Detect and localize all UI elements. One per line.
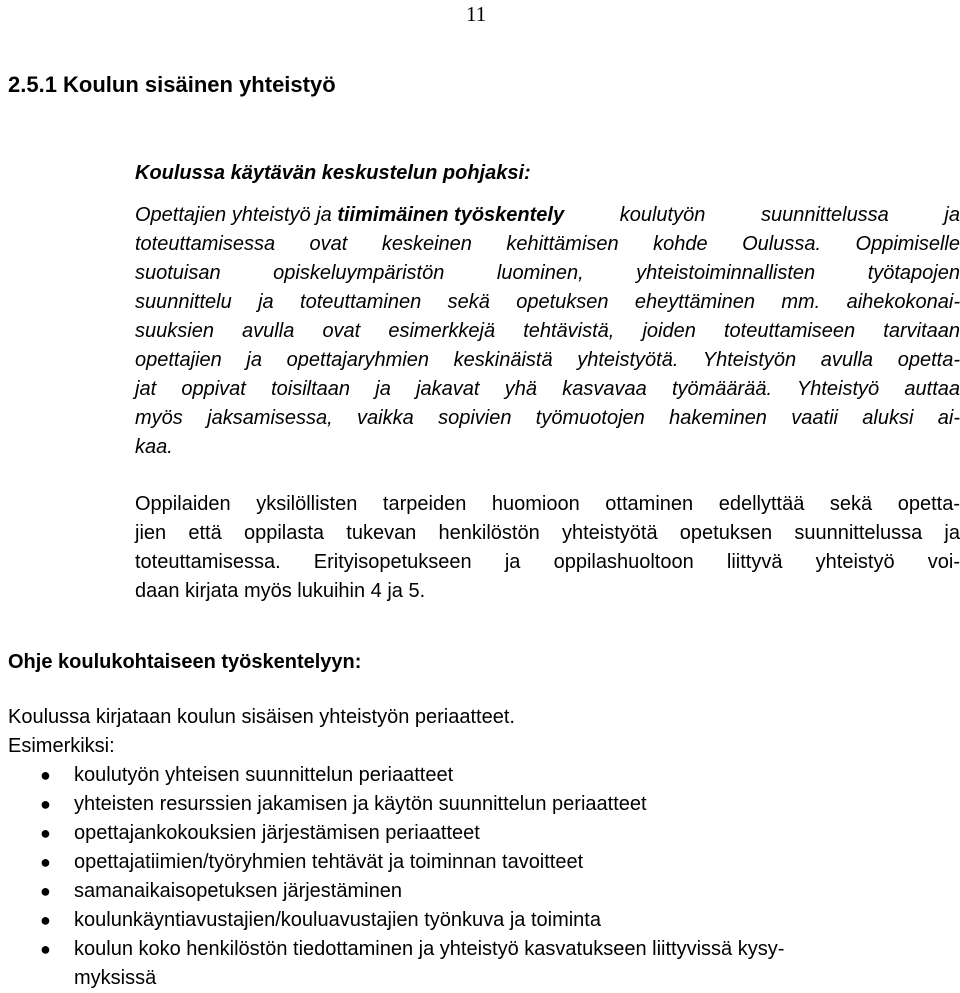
list-item — [40, 877, 940, 906]
list-item — [40, 848, 940, 877]
paragraph-1-line-7: jat oppivat toisiltaan ja jakavat yhä kasvavaa työmäärää. Yhteistyö auttaa — [135, 378, 960, 400]
paragraph-1-line-2: toteuttamisessa ovat keskeinen kehittämisen kohde Oulussa. Oppimiselle — [135, 233, 960, 255]
bullet-icon: ● — [40, 823, 51, 843]
bullet-icon: ● — [40, 881, 51, 901]
list-item-text: koulunkäyntiavustajien/kouluavustajien työnkuva ja toiminta — [74, 909, 601, 931]
paragraph-1-line-6: opettajien ja opettajaryhmien keskinäistä yhteistyötä. Yhteistyön avulla opetta- — [135, 349, 960, 371]
list-item — [40, 935, 940, 964]
bullet-icon: ● — [40, 910, 51, 930]
list-item-text: samanaikaisopetuksen järjestäminen — [74, 880, 402, 902]
guide-intro — [8, 703, 908, 761]
guide-line-1: Koulussa kirjataan koulun sisäisen yhteistyön periaatteet. — [8, 706, 515, 728]
paragraph-1-line-8: myös jaksamisessa, vaikka sopivien työmuotojen hakeminen vaatii aluksi ai- — [135, 407, 960, 429]
list-item-text: koulun koko henkilöstön tiedottaminen ja yhteistyö kasvatukseen liittyvissä kysy- — [74, 938, 785, 960]
guide-heading: Ohje koulukohtaiseen työskentelyyn: — [8, 651, 362, 673]
paragraph-1-line-9: kaa. — [135, 436, 173, 458]
list-item-text: yhteisten resurssien jakamisen ja käytön suunnittelun periaatteet — [74, 793, 647, 815]
section-heading: 2.5.1 Koulun sisäinen yhteistyö — [8, 72, 336, 97]
page-number: 11 — [466, 2, 487, 26]
paragraph-2-line-1: Oppilaiden yksilöllisten tarpeiden huomioon ottaminen edellyttää sekä opetta- — [135, 493, 960, 515]
paragraph-2-line-2: jien että oppilasta tukevan henkilöstön yhteistyötä opetuksen suunnittelussa ja — [135, 522, 960, 544]
paragraph-1-line-1 — [135, 201, 960, 230]
bullet-icon: ● — [40, 939, 51, 959]
bullet-icon: ● — [40, 794, 51, 814]
p1-text-a: Opettajien yhteistyö ja — [135, 204, 338, 226]
list-item-text: koulutyön yhteisen suunnittelun periaatteet — [74, 764, 454, 786]
list-item-text: opettajankokouksien järjestämisen periaatteet — [74, 822, 480, 844]
p1-text-c: koulutyön suunnittelussa ja — [564, 204, 960, 226]
paragraph-1-line-4: suunnittelu ja toteuttaminen sekä opetuksen eheyttäminen mm. aihekokonai- — [135, 291, 960, 313]
list-item — [40, 790, 940, 819]
list-item — [40, 906, 940, 935]
paragraph-2 — [135, 490, 960, 606]
list-item-continuation — [40, 964, 940, 993]
list-item-text: myksissä — [74, 967, 157, 989]
paragraph-1-line-3: suotuisan opiskeluympäristön luominen, yhteistoiminnallisten työtapojen — [135, 262, 960, 284]
bullet-icon: ● — [40, 765, 51, 785]
paragraph-1-line-5: suuksien avulla ovat esimerkkejä tehtävistä, joiden toteuttamiseen tarvitaan — [135, 320, 960, 342]
intro-heading: Koulussa käytävän keskustelun pohjaksi: — [135, 162, 531, 184]
list-item-text: opettajatiimien/työryhmien tehtävät ja toiminnan tavoitteet — [74, 851, 584, 873]
list-item — [40, 819, 940, 848]
bullet-list — [40, 761, 940, 993]
bullet-icon: ● — [40, 852, 51, 872]
paragraph-1 — [135, 201, 960, 462]
guide-line-2: Esimerkiksi: — [8, 735, 115, 757]
paragraph-2-line-3: toteuttamisessa. Erityisopetukseen ja oppilashuoltoon liittyvä yhteistyö voi- — [135, 551, 960, 573]
paragraph-2-line-4: daan kirjata myös lukuihin 4 ja 5. — [135, 580, 426, 602]
p1-emphasis-teamwork: tiimimäinen työskentely — [337, 204, 565, 226]
list-item — [40, 761, 940, 790]
